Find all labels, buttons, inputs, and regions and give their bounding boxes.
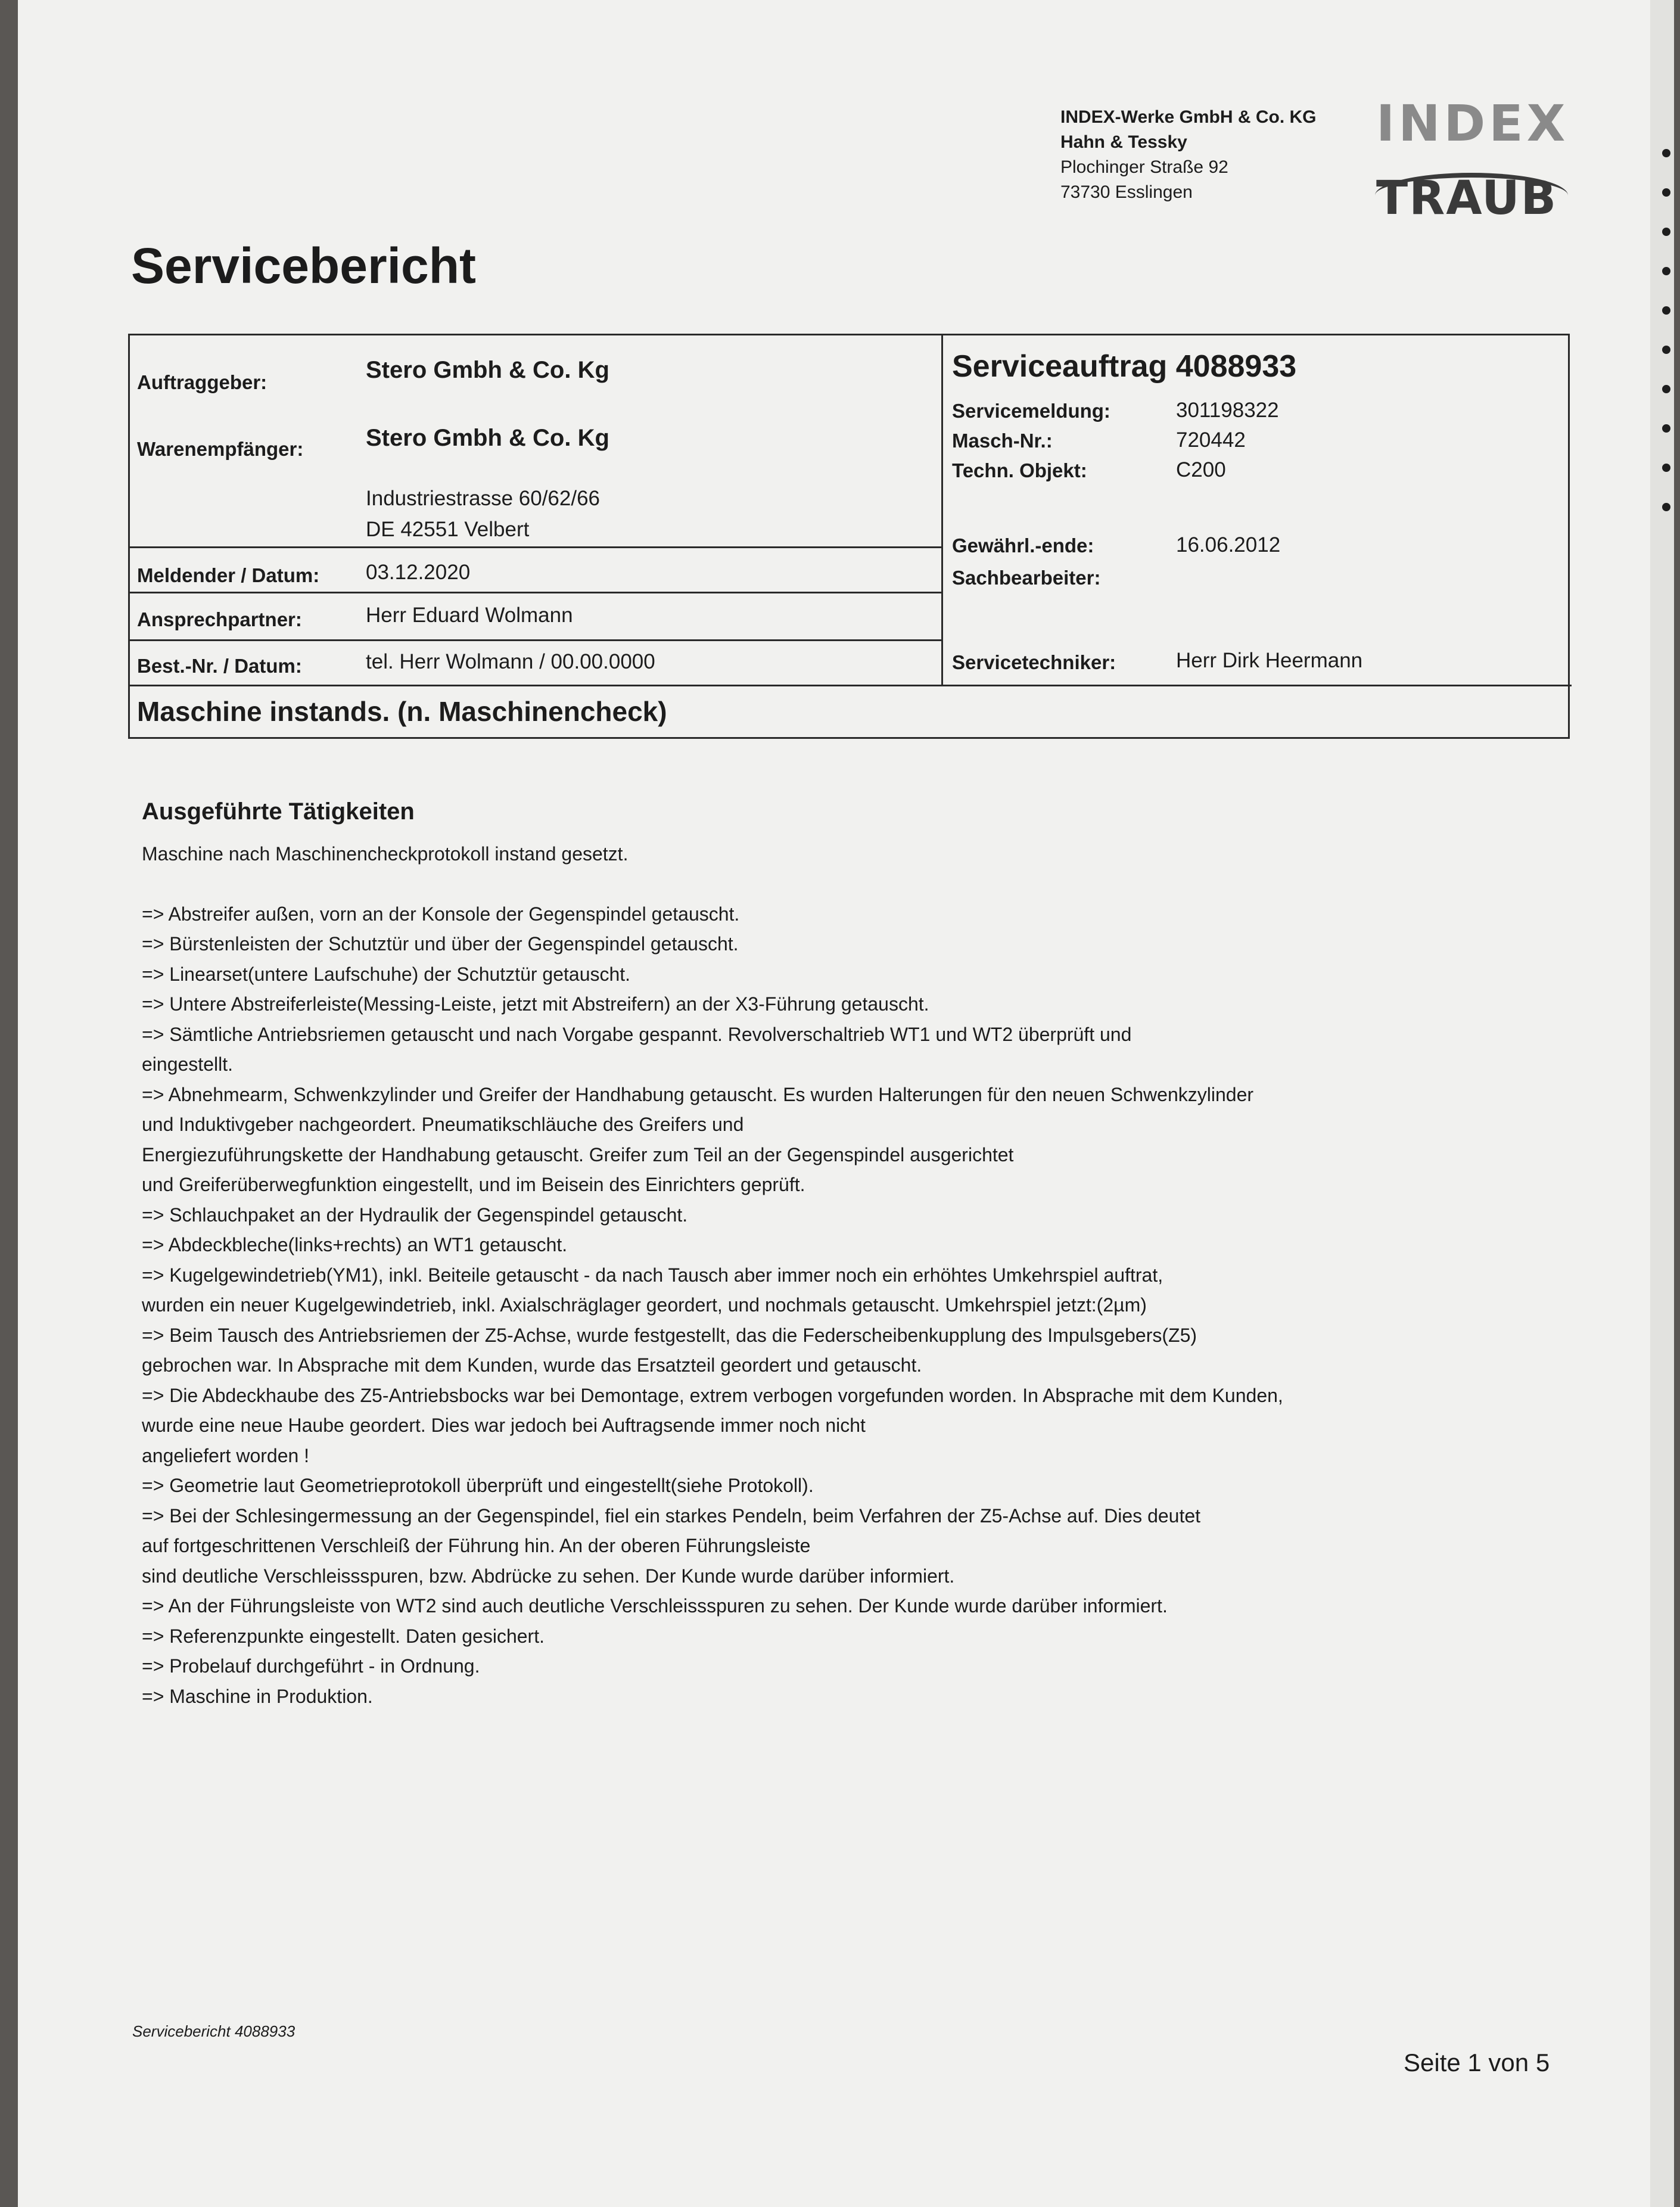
activity-line: => Abdeckbleche(links+rechts) an WT1 getauscht. — [142, 1234, 568, 1255]
meldender-label: Meldender / Datum: — [137, 564, 320, 586]
row-divider — [130, 685, 1572, 686]
activity-line: => Maschine in Produktion. — [142, 1685, 373, 1707]
activity-line: wurden ein neuer Kugelgewindetrieb, inkl. Axialschräglager geordert, und nochmals getauscht. Umkehrspiel jetzt:(2µm) — [142, 1294, 1147, 1316]
maschnr-value: 720442 — [1176, 428, 1246, 452]
activity-line: gebrochen war. In Absprache mit dem Kunden, wurde das Ersatzteil geordert und getauscht. — [142, 1354, 922, 1376]
activity-line: => Beim Tausch des Antriebsriemen der Z5-Achse, wurde festgestellt, das die Federscheibenkupplung des Impulsgebers(Z5) — [142, 1324, 1197, 1346]
binder-hole — [1662, 306, 1670, 315]
row-divider — [130, 639, 942, 641]
serviceauftrag-title: Serviceauftrag 4088933 — [952, 349, 1297, 384]
techn-objekt-value: C200 — [1176, 458, 1226, 481]
row-divider — [130, 592, 942, 593]
activity-line: und Greiferüberwegfunktion eingestellt, und im Beisein des Einrichters geprüft. — [142, 1174, 805, 1195]
index-logo: INDEX — [1376, 94, 1569, 153]
ansprechpartner-value: Herr Eduard Wolmann — [366, 604, 573, 627]
activity-line: => An der Führungsleiste von WT2 sind auch deutliche Verschleissspuren zu sehen. Der Kunde wurde darüber informiert. — [142, 1595, 1168, 1617]
activity-line: => Probelauf durchgeführt - in Ordnung. — [142, 1655, 480, 1677]
activity-line: => Untere Abstreiferleiste(Messing-Leiste, jetzt mit Abstreifern) an der X3-Führung getauscht. — [142, 993, 929, 1015]
activities-title: Ausgeführte Tätigkeiten — [142, 798, 415, 825]
servicemeldung-value: 301198322 — [1176, 399, 1279, 422]
activity-line: => Referenzpunkte eingestellt. Daten gesichert. — [142, 1625, 545, 1647]
servicetechniker-value: Herr Dirk Heermann — [1176, 649, 1363, 672]
servicetechniker-label: Servicetechniker: — [952, 651, 1116, 673]
column-divider — [941, 335, 943, 685]
auftraggeber-label: Auftraggeber: — [137, 371, 267, 393]
binder-strip — [1650, 0, 1674, 2207]
company-address — [1060, 105, 1317, 205]
activity-line: eingestellt. — [142, 1053, 233, 1075]
page-number: Seite 1 von 5 — [1404, 2049, 1550, 2077]
servicemeldung-label: Servicemeldung: — [952, 400, 1110, 422]
activity-line: Energiezuführungskette der Handhabung getauscht. Greifer zum Teil an der Gegenspindel ausgerichtet — [142, 1143, 1014, 1165]
activity-line: => Geometrie laut Geometrieprotokoll überprüft und eingestellt(siehe Protokoll). — [142, 1475, 814, 1496]
activity-line: => Abstreifer außen, vorn an der Konsole der Gegenspindel getauscht. — [142, 903, 740, 925]
warenempfaenger-value: Stero Gmbh & Co. Kg — [366, 425, 609, 451]
page-title: Servicebericht — [131, 238, 476, 294]
gewaehrl-label: Gewährl.-ende: — [952, 534, 1094, 557]
activity-line: auf fortgeschrittenen Verschleiß der Führung hin. An der oberen Führungsleiste — [142, 1535, 811, 1556]
binder-hole — [1662, 346, 1670, 354]
activity-line: => Schlauchpaket an der Hydraulik der Gegenspindel getauscht. — [142, 1204, 688, 1226]
binder-hole — [1662, 267, 1670, 275]
document-page — [18, 0, 1674, 2207]
binder-hole — [1662, 503, 1670, 511]
binder-hole — [1662, 424, 1670, 433]
binder-hole — [1662, 149, 1670, 157]
activities-intro: Maschine nach Maschinencheckprotokoll instand gesetzt. — [142, 843, 629, 865]
activity-line: und Induktivgeber nachgeordert. Pneumatikschläuche des Greifers und — [142, 1114, 744, 1135]
order-description: Maschine instands. (n. Maschinencheck) — [137, 696, 667, 727]
bestnr-label: Best.-Nr. / Datum: — [137, 655, 302, 677]
company-subname: Hahn & Tessky — [1060, 132, 1187, 152]
activities-body — [142, 839, 1524, 1711]
company-city: 73730 Esslingen — [1060, 182, 1193, 202]
ansprechpartner-label: Ansprechpartner: — [137, 608, 302, 630]
activity-line: => Bei der Schlesingermessung an der Gegenspindel, fiel ein starkes Pendeln, beim Verfahren der Z5-Achse auf. Dies deutet — [142, 1505, 1201, 1527]
activity-line: => Linearset(untere Laufschuhe) der Schutztür getauscht. — [142, 963, 631, 985]
binder-hole — [1662, 188, 1670, 197]
footer-document-ref: Servicebericht 4088933 — [132, 2022, 295, 2040]
auftraggeber-value: Stero Gmbh & Co. Kg — [366, 357, 609, 383]
meldender-value: 03.12.2020 — [366, 561, 471, 584]
gewaehrl-value: 16.06.2012 — [1176, 533, 1281, 557]
bestnr-value: tel. Herr Wolmann / 00.00.0000 — [366, 650, 655, 673]
techn-objekt-label: Techn. Objekt: — [952, 459, 1087, 481]
sachbearbeiter-label: Sachbearbeiter: — [952, 567, 1101, 589]
activity-line: => Sämtliche Antriebsriemen getauscht und nach Vorgabe gespannt. Revolverschaltrieb WT1 und WT2 überprüft und — [142, 1023, 1132, 1045]
activity-line: => Kugelgewindetrieb(YM1), inkl. Beiteile getauscht - da nach Tausch aber immer noch ein erhöhtes Umkehrspiel auftrat, — [142, 1264, 1163, 1286]
activity-line: => Abnehmearm, Schwenkzylinder und Greifer der Handhabung getauscht. Es wurden Halterungen für den neuen Schwenkzylinder — [142, 1083, 1254, 1105]
binder-hole — [1662, 464, 1670, 472]
activity-line: wurde eine neue Haube geordert. Dies war jedoch bei Auftragsende immer noch nicht — [142, 1415, 866, 1436]
maschnr-label: Masch-Nr.: — [952, 430, 1053, 452]
company-name: INDEX-Werke GmbH & Co. KG — [1060, 107, 1317, 127]
traub-logo: TRAUB — [1376, 172, 1558, 225]
header-info-box — [128, 334, 1570, 739]
address-line-1: Industriestrasse 60/62/66 — [366, 487, 601, 510]
binder-hole — [1662, 228, 1670, 236]
activity-line: angeliefert worden ! — [142, 1444, 310, 1466]
activity-line: sind deutliche Verschleissspuren, bzw. Abdrücke zu sehen. Der Kunde wurde darüber informiert. — [142, 1565, 955, 1587]
row-divider — [130, 546, 942, 548]
binder-hole — [1662, 385, 1670, 393]
activity-line: => Bürstenleisten der Schutztür und über der Gegenspindel getauscht. — [142, 933, 739, 955]
warenempfaenger-label: Warenempfänger: — [137, 438, 304, 460]
activity-line: => Die Abdeckhaube des Z5-Antriebsbocks war bei Demontage, extrem verbogen vorgefunden worden. In Absprache mit dem Kunden, — [142, 1384, 1283, 1406]
address-line-2: DE 42551 Velbert — [366, 518, 530, 541]
company-street: Plochinger Straße 92 — [1060, 157, 1228, 177]
